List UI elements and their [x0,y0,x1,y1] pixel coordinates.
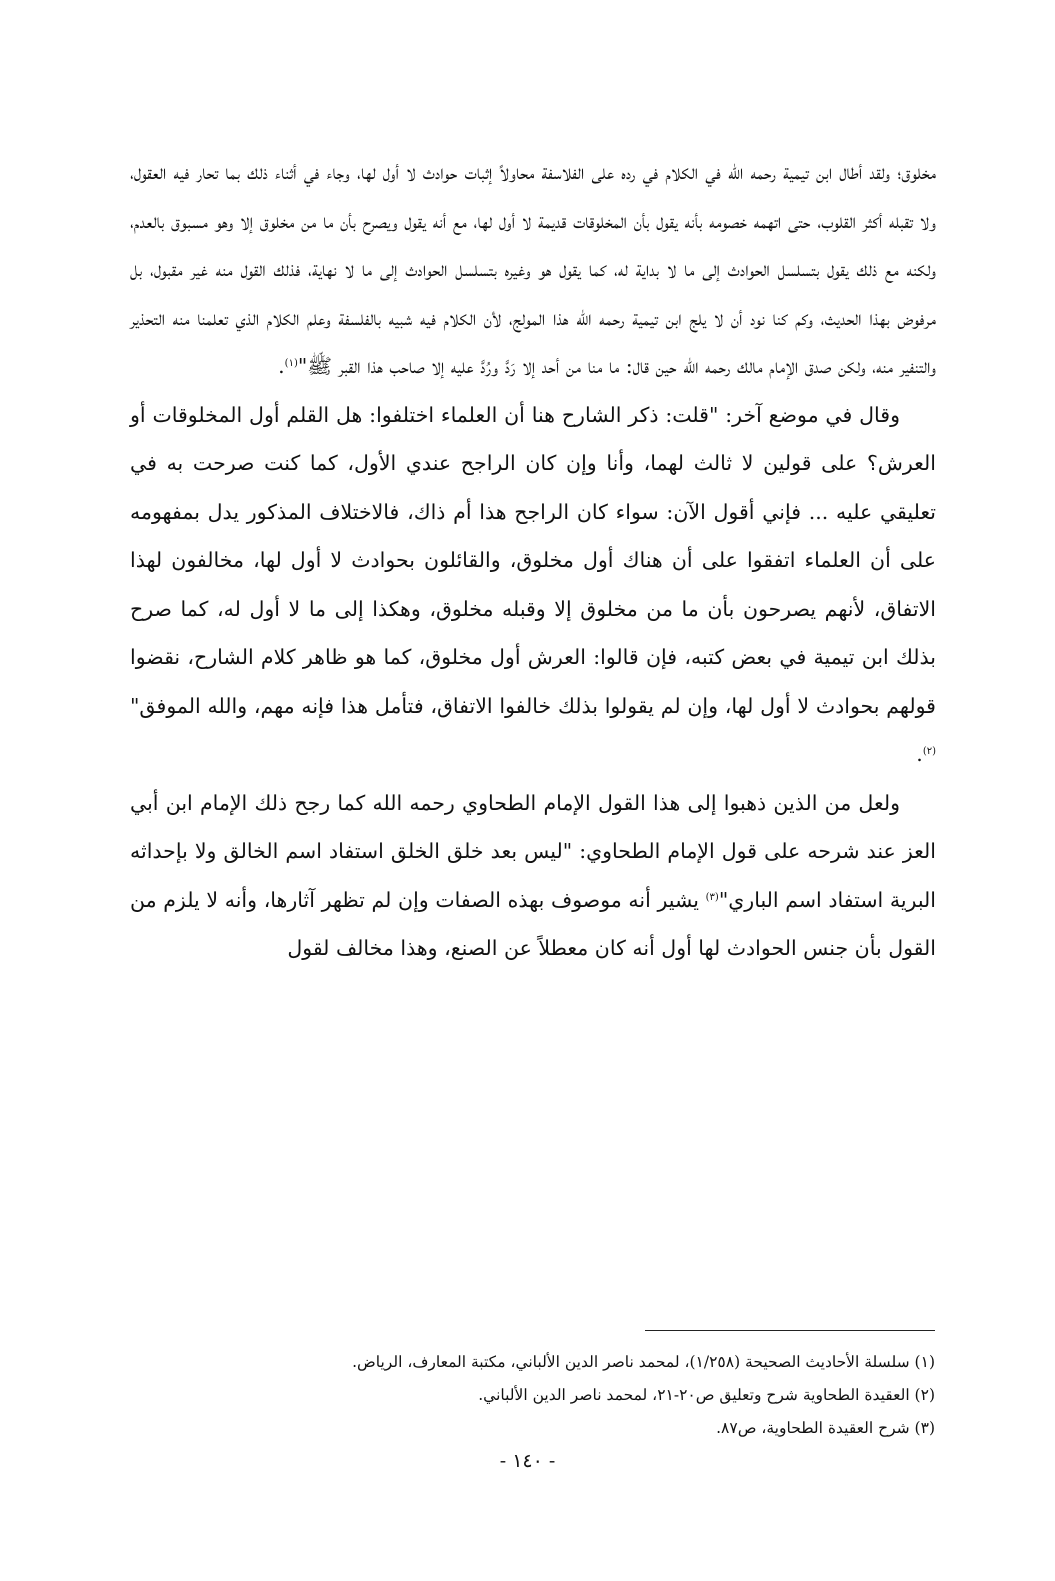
footnote-separator [645,1330,935,1331]
footnote-ref-1: (١) [284,358,298,369]
footnote-3: (٣) شرح العقيدة الطحاوية، ص٨٧. [716,1419,935,1437]
paragraph-3-continuation: يشير أنه موصوف بهذه الصفات وإن لم تظهر آثارها، وأنه لا يلزم من القول بأن جنس الحوادث لها أول أنه كان معطلاً عن الصنع، وهذا مخالف لقول [130,887,936,960]
main-text [130,148,936,973]
footnote-2: (٢) العقيدة الطحاوية شرح وتعليق ص٢٠-٢١، لمحمد ناصر الدين الألباني. [478,1386,935,1404]
footnote-ref-3: (٣) [705,891,719,903]
page-number: - ١٤٠ - [499,1450,556,1472]
paragraph-2-text: وقال في موضع آخر: "قلت: ذكر الشارح هنا أن العلماء اختلفوا: هل القلم أول المخلوقات أو العرش؟ على قولين لا ثالث لهما، وأنا وإن كان الراجح عندي الأول، كما كنت صرحت به في تعليقي عليه ... فإني أقول الآن: سواء كان الراجح هذا أم ذاك، فالاختلاف المذكور يدل بمفهومه على أن العلماء اتفقوا على أن هناك أول مخلوق، والقائلون بحوادث لا أول لها، مخالفون لهذا الاتفاق، لأنهم يصرحون بأن ما من مخلوق إلا وقبله مخلوق، وهكذا إلى ما لا أول له، كما صرح بذلك ابن تيمية في بعض كتبه، فإن قالوا: العرش أول مخلوق، كما هو ظاهر كلام الشارح، نقضوا قولهم بحوادث لا أول لها، وإن لم يقولوا بذلك خالفوا الاتفاق، فتأمل هذا فإنه مهم، والله الموفق" [130,402,936,718]
footnote-ref-2: (٢) [922,746,936,757]
paragraph-1: مخلوق؛ ولقد أطال ابن تيمية رحمه الله في الكلام في رده على الفلاسفة محاولاً إثبات حوادث لا أول لها، وجاء في أثناء ذلك بما تحار فيه العقول، ولا تقبله أكثر القلوب، حتى اتهمه خصومه بأنه يقول بأن المخلوقات قديمة لا أول لها، مع أنه يقول ويصرح بأن ما من مخلوق إلا وهو مسبوق بالعدم، ولكنه مع ذلك يقول بتسلسل الحوادث إلى ما لا بداية له، كما يقول هو وغيره بتسلسل الحوادث إلى ما لا نهاية، فذلك القول منه غير مقبول، بل مرفوض بهذا الحديث، وكم كنا نود أن لا يلج ابن تيمية رحمه الله هذا المولج، لأن الكلام فيه شبيه بالفلسفة وعلم الكلام الذي تعلمنا منه التحذير والتنفير منه، ولكن صدق الإمام مالك رحمه الله حين قال: ما منا من أحد إلا رَدَّ ورُدَّ عليه إلا صاحب هذا القبر ﷺ"$^{(١)}$. [130,160,936,378]
paragraph-2: وقال في موضع آخر: "قلت: ذكر الشارح هنا أن العلماء اختلفوا: هل القلم أول المخلوقات أو العرش؟ على قولين لا ثالث لهما، وأنا وإن كان الراجح عندي الأول، كما كنت صرحت به في تعليقي عليه ... فإني أقول الآن: سواء كان الراجح هذا أم ذاك، فالاختلاف المذكور يدل بمفهومه على أن العلماء اتفقوا على أن هناك أول مخلوق، والقائلون بحوادث لا أول لها، مخالفون لهذا الاتفاق، لأنهم يصرحون بأن ما من مخلوق إلا وقبله مخلوق، وهكذا إلى ما لا أول له، كما صرح بذلك ابن تيمية في بعض كتبه، فإن قالوا: العرش أول مخلوق، كما هو ظاهر كلام الشارح، نقضوا قولهم بحوادث لا أول لها، وإن لم يقولوا بذلك خالفوا الاتفاق، فتأمل هذا فإنه مهم، والله الموفق"$^{(٢)}$. [130,402,936,766]
footnote-1: (١) سلسلة الأحاديث الصحيحة (١/٢٥٨)، لمحمد ناصر الدين الألباني، مكتبة المعارف، الرياض. [352,1353,935,1371]
paragraph-1-text: مخلوق؛ ولقد أطال ابن تيمية رحمه الله في الكلام في رده على الفلاسفة محاولاً إثبات حوادث لا أول لها، وجاء في أثناء ذلك بما تحار فيه العقول، ولا تقبله أكثر القلوب، حتى اتهمه خصومه بأنه يقول بأن المخلوقات قديمة لا أول لها، مع أنه يقول ويصرح بأن ما من مخلوق إلا وهو مسبوق بالعدم، ولكنه مع ذلك يقول بتسلسل الحوادث إلى ما لا بداية له، كما يقول هو وغيره بتسلسل الحوادث إلى ما لا نهاية، فذلك القول منه غير مقبول، بل مرفوض بهذا الحديث، وكم كنا نود أن لا يلج ابن تيمية رحمه الله هذا المولج، لأن الكلام فيه شبيه بالفلسفة وعلم الكلام الذي تعلمنا منه التحذير والتنفير منه، ولكن صدق الإمام مالك رحمه الله حين قال: ما منا من أحد إلا رَدَّ ورُدَّ عليه إلا صاحب هذا القبر ﷺ" [130,160,936,378]
footnotes [140,1346,935,1445]
paragraph-3 [130,779,936,973]
paragraph-3-text: ولعل من الذين ذهبوا إلى هذا القول الإمام الطحاوي رحمه الله كما رجح ذلك الإمام ابن أبي العز عند شرحه على قول الإمام الطحاوي: "ليس بعد خلق الخلق استفاد اسم الخالق ولا بإحداثه البرية استفاد اسم الباري" [130,790,936,912]
